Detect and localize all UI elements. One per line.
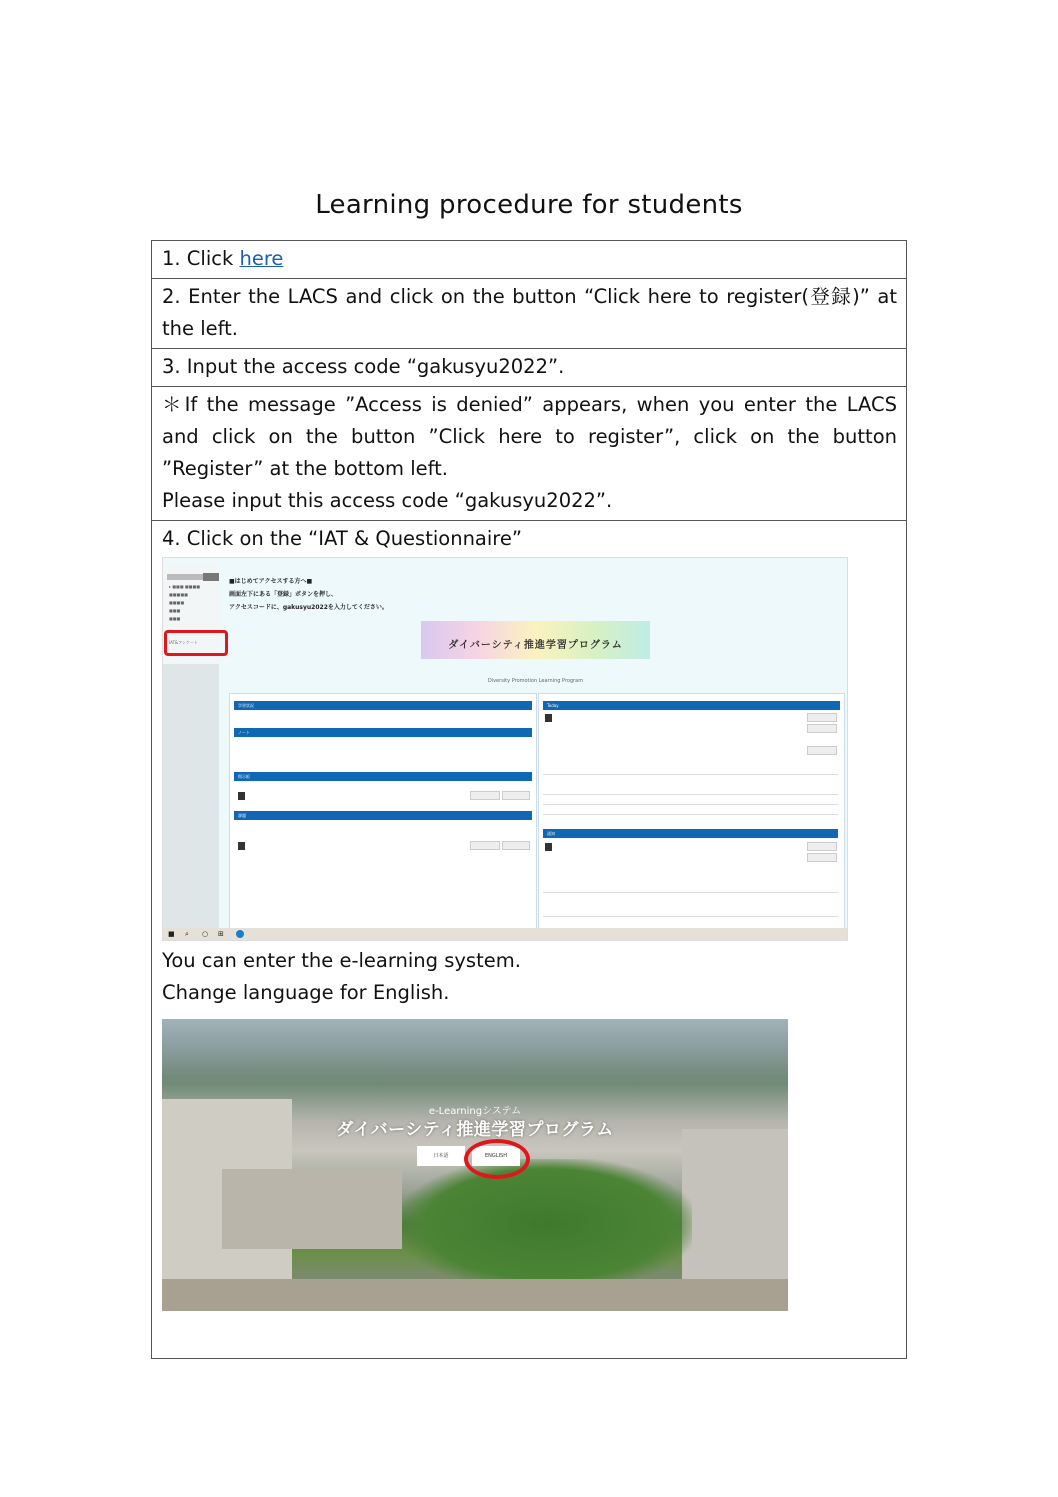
- change-language-text: Change language for English.: [162, 981, 450, 1004]
- sidebar-item: ■■■: [169, 608, 181, 613]
- building: [222, 1169, 402, 1249]
- sidebar-item: ■■■■: [169, 600, 185, 605]
- hills: [162, 1019, 788, 1079]
- step-4-row: [152, 521, 906, 1358]
- divider: [543, 794, 838, 795]
- note-row: [152, 387, 906, 521]
- procedure-table: [151, 240, 907, 1359]
- edge-browser-icon: [236, 930, 244, 938]
- start-icon: ■: [168, 930, 175, 938]
- access-notice: [229, 575, 388, 614]
- task-view-icon: ⊞: [218, 930, 224, 938]
- divider: [543, 892, 838, 893]
- iat-highlight-box: [164, 630, 228, 656]
- here-link[interactable]: here: [239, 247, 284, 270]
- avatar: [238, 792, 245, 800]
- lacs-sidebar: [163, 564, 219, 928]
- building: [682, 1129, 788, 1299]
- panel-header: 学習状況: [234, 701, 532, 710]
- banner-title: ダイバーシティ推進学習プログラム: [448, 640, 623, 651]
- left-column: [229, 693, 537, 930]
- spacer: [162, 1315, 897, 1355]
- sidebar-lower: [163, 664, 219, 934]
- panel-header: 掲示板: [234, 772, 532, 781]
- avatar: [545, 714, 552, 722]
- panel-header: Today: [543, 701, 840, 710]
- notice-line: 画面左下にある「登録」ボタンを押し、: [229, 591, 338, 598]
- step-1-text: 1. Click: [162, 247, 240, 270]
- notice-line: アクセスコードに、gakusyu2022を入力してください。: [229, 604, 388, 611]
- panel-button: [807, 842, 837, 851]
- avatar: [238, 842, 245, 850]
- notice-line: ■はじめてアクセスする方へ■: [229, 578, 313, 585]
- road: [162, 1279, 788, 1311]
- sidebar-item: ■■■: [169, 616, 181, 621]
- panel-button: [470, 841, 500, 850]
- panel-button: [807, 713, 837, 722]
- panel-button: [807, 746, 837, 755]
- panel-button: [807, 853, 837, 862]
- note-text: ＊If the message ”Access is denied” appears, when you enter the LACS and click on the button ”Click here to register”, click on the button ”Register” at the bottom left.: [162, 393, 897, 480]
- avatar: [545, 843, 552, 851]
- english-button[interactable]: ENGLISH: [472, 1146, 520, 1166]
- note-access-code: Please input this access code “gakusyu2022”.: [162, 489, 613, 512]
- portal-subtitle: e-Learningシステム: [428, 1106, 522, 1117]
- page-title: Learning procedure for students: [315, 190, 743, 220]
- banner-subtitle: Diversity Promotion Learning Program: [487, 678, 584, 684]
- sidebar-item: ▸ ■■■ ■■■■: [169, 584, 201, 589]
- english-highlight-circle: [464, 1139, 530, 1179]
- cortana-icon: ○: [202, 930, 209, 938]
- step-1-row: [152, 241, 906, 279]
- lacs-screenshot: [162, 557, 848, 941]
- panel-button: [502, 791, 530, 800]
- program-banner: [421, 621, 650, 684]
- browser-tab-bar: [163, 558, 848, 564]
- divider: [543, 774, 838, 775]
- step-2-row: 2. Enter the LACS and click on the button “Click here to register(登録)” at the left.: [152, 279, 906, 349]
- divider: [543, 814, 838, 815]
- sidebar-item: ■■■■■: [169, 592, 188, 597]
- search-icon: ⌕: [185, 930, 189, 938]
- step-3-row: 3. Input the access code “gakusyu2022”.: [152, 349, 906, 387]
- windows-taskbar: [163, 928, 847, 940]
- trees: [402, 1159, 692, 1289]
- panel-button: [470, 791, 500, 800]
- panel-button: [502, 841, 530, 850]
- panel-header: ノート: [234, 728, 532, 737]
- japanese-button[interactable]: 日本語: [417, 1146, 465, 1166]
- panel-header: 通知: [543, 829, 838, 838]
- step-4-text: 4. Click on the “IAT & Questionnaire”: [162, 527, 522, 550]
- enter-system-text: You can enter the e-learning system.: [162, 949, 521, 972]
- right-column: [538, 693, 845, 930]
- divider: [543, 916, 838, 917]
- portal-title: ダイバーシティ推進学習プログラム: [336, 1120, 614, 1140]
- panel-button: [807, 724, 837, 733]
- sidebar-item-iat: IAT&アンケート: [169, 640, 198, 645]
- sidebar-search-button: [203, 573, 219, 581]
- divider: [543, 804, 838, 805]
- portal-screenshot: [162, 1019, 788, 1311]
- panel-header: 課題: [234, 811, 532, 820]
